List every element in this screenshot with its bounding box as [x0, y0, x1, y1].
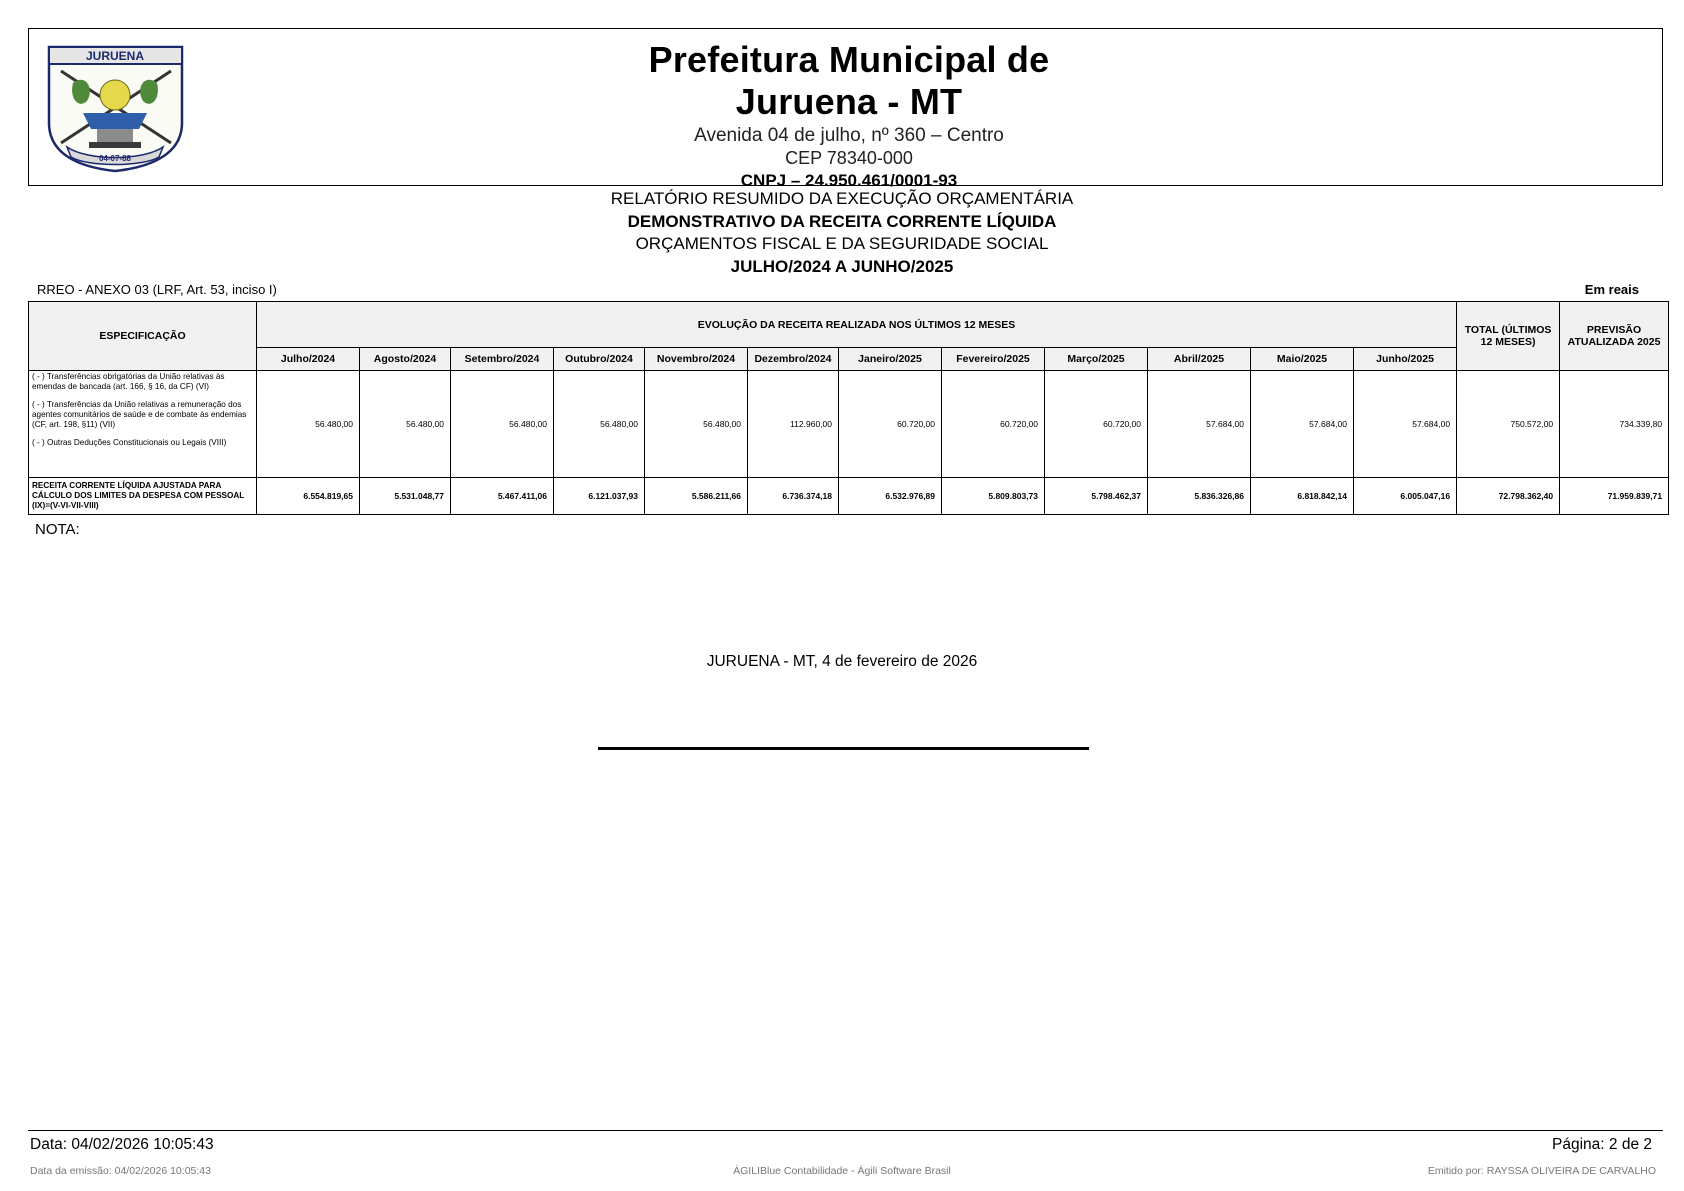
- revenue-table: [28, 301, 1669, 515]
- table-cell-total: 72.798.362,40: [1457, 478, 1560, 515]
- table-cell: 57.684,00: [1251, 371, 1354, 478]
- total-spec-cell: RECEITA CORRENTE LÍQUIDA AJUSTADA PARA CÁLCULO DOS LIMITES DA DESPESA COM PESSOAL (IX)=(V-VI-VII-VIII): [29, 478, 257, 515]
- table-cell: 6.121.037,93: [554, 478, 645, 515]
- table-cell: 5.798.462,37: [1045, 478, 1148, 515]
- footer-divider: [28, 1130, 1663, 1131]
- table-cell: 60.720,00: [1045, 371, 1148, 478]
- table-cell: 56.480,00: [451, 371, 554, 478]
- report-title-line3: ORÇAMENTOS FISCAL E DA SEGURIDADE SOCIAL: [635, 234, 1049, 253]
- report-title-line2: DEMONSTRATIVO DA RECEITA CORRENTE LÍQUIDA: [627, 211, 1057, 231]
- table-row: [29, 371, 1669, 478]
- table-cell-total: 750.572,00: [1457, 371, 1560, 478]
- month-header: Abril/2025: [1148, 348, 1251, 371]
- city-hall-title: Prefeitura Municipal de Juruena - MT: [648, 39, 1050, 122]
- month-header: Março/2025: [1045, 348, 1148, 371]
- logo-label: JURUENA: [85, 49, 145, 63]
- deductions-spec-cell: [29, 371, 257, 478]
- signature-line: [598, 747, 1089, 750]
- table-cell: 5.836.326,86: [1148, 478, 1251, 515]
- table-row-total: [29, 478, 1669, 515]
- table-cell-forecast: 734.339,80: [1560, 371, 1669, 478]
- table-cell: 5.586.211,66: [645, 478, 748, 515]
- month-header: Setembro/2024: [451, 348, 554, 371]
- table-cell: 6.818.842,14: [1251, 478, 1354, 515]
- software-credit: ÁGILIBlue Contabilidade - Ágili Software Brasil: [733, 1165, 951, 1177]
- annex-label: RREO - ANEXO 03 (LRF, Art. 53, inciso I): [37, 282, 277, 297]
- issuer-name: Emitido por: RAYSSA OLIVEIRA DE CARVALHO: [1427, 1165, 1656, 1177]
- emission-date: Data da emissão: 04/02/2026 10:05:43: [30, 1165, 211, 1177]
- table-cell: 6.532.976,89: [839, 478, 942, 515]
- report-period: JULHO/2024 A JUNHO/2025: [730, 256, 954, 276]
- table-cell: 56.480,00: [360, 371, 451, 478]
- table-cell: 56.480,00: [257, 371, 360, 478]
- table-cell: 5.467.411,06: [451, 478, 554, 515]
- total-column-header: TOTAL (ÚLTIMOS 12 MESES): [1457, 302, 1560, 371]
- table-cell: 57.684,00: [1148, 371, 1251, 478]
- month-header: Agosto/2024: [360, 348, 451, 371]
- report-titles: [0, 188, 1684, 278]
- table-cell-forecast: 71.959.839,71: [1560, 478, 1669, 515]
- month-header: Outubro/2024: [554, 348, 645, 371]
- month-header: Janeiro/2025: [839, 348, 942, 371]
- table-cell: 112.960,00: [748, 371, 839, 478]
- month-header: Novembro/2024: [645, 348, 748, 371]
- municipal-coat-of-arms-logo: [43, 43, 188, 174]
- logo-date: 04-07-88: [98, 154, 132, 163]
- table-cell: 5.531.048,77: [360, 478, 451, 515]
- table-cell: 6.554.819,65: [257, 478, 360, 515]
- table-cell: 60.720,00: [942, 371, 1045, 478]
- footer-date: Data: 04/02/2026 10:05:43: [30, 1136, 214, 1153]
- place-and-date: JURUENA - MT, 4 de fevereiro de 2026: [706, 653, 978, 670]
- spec-item: ( - ) Transferências da União relativas a remuneração dos agentes comunitários de saúde e de combate às endemias (CF, art. 198, §11) (VII): [32, 400, 247, 429]
- table-cell: 57.684,00: [1354, 371, 1457, 478]
- currency-unit-label: Em reais: [1584, 282, 1639, 297]
- month-header: Dezembro/2024: [748, 348, 839, 371]
- city-hall-cep: CEP 78340-000: [785, 148, 913, 168]
- forecast-column-header: PREVISÃO ATUALIZADA 2025: [1560, 302, 1669, 371]
- city-hall-address: Avenida 04 de julho, nº 360 – Centro: [694, 125, 1004, 146]
- note-label: NOTA:: [35, 521, 80, 538]
- table-cell: 6.736.374,18: [748, 478, 839, 515]
- table-cell: 5.809.803,73: [942, 478, 1045, 515]
- spec-item: ( - ) Outras Deduções Constitucionais ou Legais (VIII): [32, 438, 227, 447]
- month-header: Julho/2024: [257, 348, 360, 371]
- city-hall-cnpj: CNPJ – 24.950.461/0001-93: [740, 171, 958, 190]
- month-header: Fevereiro/2025: [942, 348, 1045, 371]
- spec-column-header: ESPECIFICAÇÃO: [29, 302, 257, 371]
- report-title-line1: RELATÓRIO RESUMIDO DA EXECUÇÃO ORÇAMENTÁRIA: [610, 189, 1074, 208]
- table-cell: 6.005.047,16: [1354, 478, 1457, 515]
- evolution-column-header: EVOLUÇÃO DA RECEITA REALIZADA NOS ÚLTIMOS 12 MESES: [257, 302, 1457, 348]
- spec-item: ( - ) Transferências obrigatórias da União relativas às emendas de bancada (art. 166, § 16, da CF) (VI): [32, 372, 225, 391]
- header-box: [28, 28, 1663, 190]
- month-header: Maio/2025: [1251, 348, 1354, 371]
- table-cell: 60.720,00: [839, 371, 942, 478]
- month-header: Junho/2025: [1354, 348, 1457, 371]
- table-cell: 56.480,00: [554, 371, 645, 478]
- table-cell: 56.480,00: [645, 371, 748, 478]
- page-number: Página: 2 de 2: [1552, 1136, 1652, 1153]
